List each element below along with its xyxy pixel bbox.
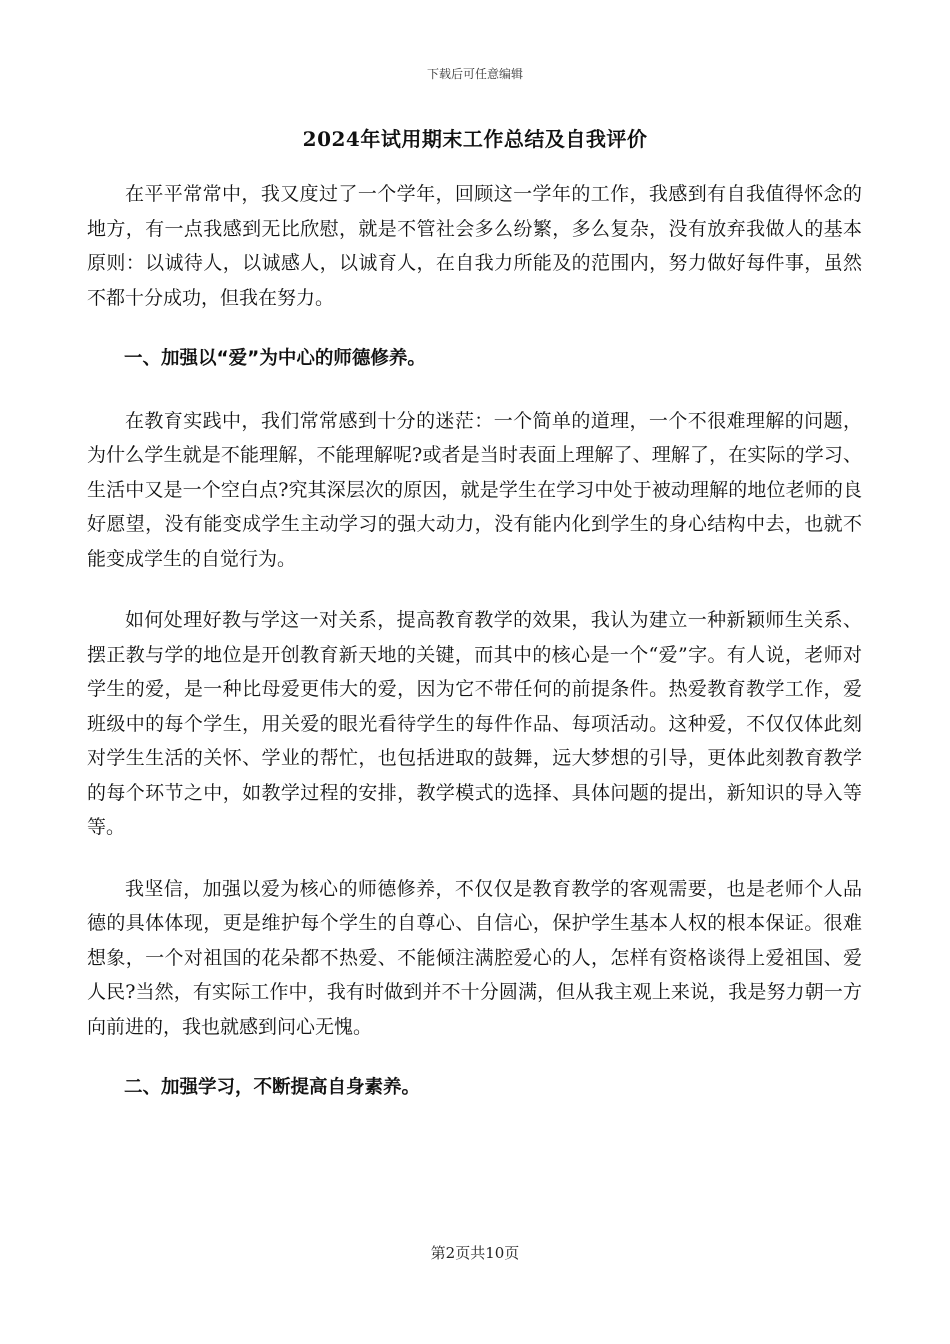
body-paragraph-2: 如何处理好教与学这一对关系，提高教育教学的效果，我认为建立一种新颖师生关系、摆正教与学的地位是开创教育新天地的关键，而其中的核心是一个“爱”字。有人说，老师对学生的爱，是一种比母爱更伟大的爱，因为它不带任何的前提条件。热爱教育教学工作，爱班级中的每个学生，用关爱的眼光看待学生的每件作品、每项活动。这种爱，不仅仅体此刻对学生生活的关怀、学业的帮忙，也包括进取的鼓舞，远大梦想的引导，更体此刻教育教学的每个环节之中，如教学过程的安排，教学模式的选择、具体问题的提出，新知识的导入等等。 xyxy=(87,609,862,838)
page-footer: 第2页共10页 xyxy=(430,1244,520,1262)
section-heading-2: 二、加强学习，不断提高自身素养。 xyxy=(124,1077,421,1098)
section-heading-1: 一、加强以“爱”为中心的师德修养。 xyxy=(124,348,426,369)
header-note: 下载后可任意编辑 xyxy=(426,67,523,81)
body-paragraph-3: 我坚信，加强以爱为核心的师德修养，不仅仅是教育教学的客观需要，也是老师个人品德的具体体现，更是维护每个学生的自尊心、自信心，保护学生基本人权的根本保证。很难想象，一个对祖国的花朵都不热爱、不能倾注满腔爱心的人，怎样有资格谈得上爱祖国、爱人民?当然，有实际工作中，我有时做到并不十分圆满，但从我主观上来说，我是努力朝一方向前进的，我也就感到问心无愧。 xyxy=(87,877,862,1038)
document-body xyxy=(87,177,862,1133)
intro-paragraph: 在平平常常中，我又度过了一个学年，回顾这一学年的工作，我感到有自我值得怀念的地方，有一点我感到无比欣慰，就是不管社会多么纷繁，多么复杂，没有放弃我做人的基本原则：以诚待人，以诚感人，以诚育人，在自我力所能及的范围内，努力做好每件事，虽然不都十分成功，但我在努力。 xyxy=(87,183,862,309)
document-title: 2024年试用期末工作总结及自我评价 xyxy=(302,127,648,151)
body-paragraph-1: 在教育实践中，我们常常感到十分的迷茫：一个简单的道理，一个不很难理解的问题，为什么学生就是不能理解，不能理解呢?或者是当时表面上理解了、理解了，在实际的学习、生活中又是一个空白点?究其深层次的原因，就是学生在学习中处于被动理解的地位老师的良好愿望，没有能变成学生主动学习的强大动力，没有能内化到学生的身心结构中去，也就不能变成学生的自觉行为。 xyxy=(87,409,862,570)
